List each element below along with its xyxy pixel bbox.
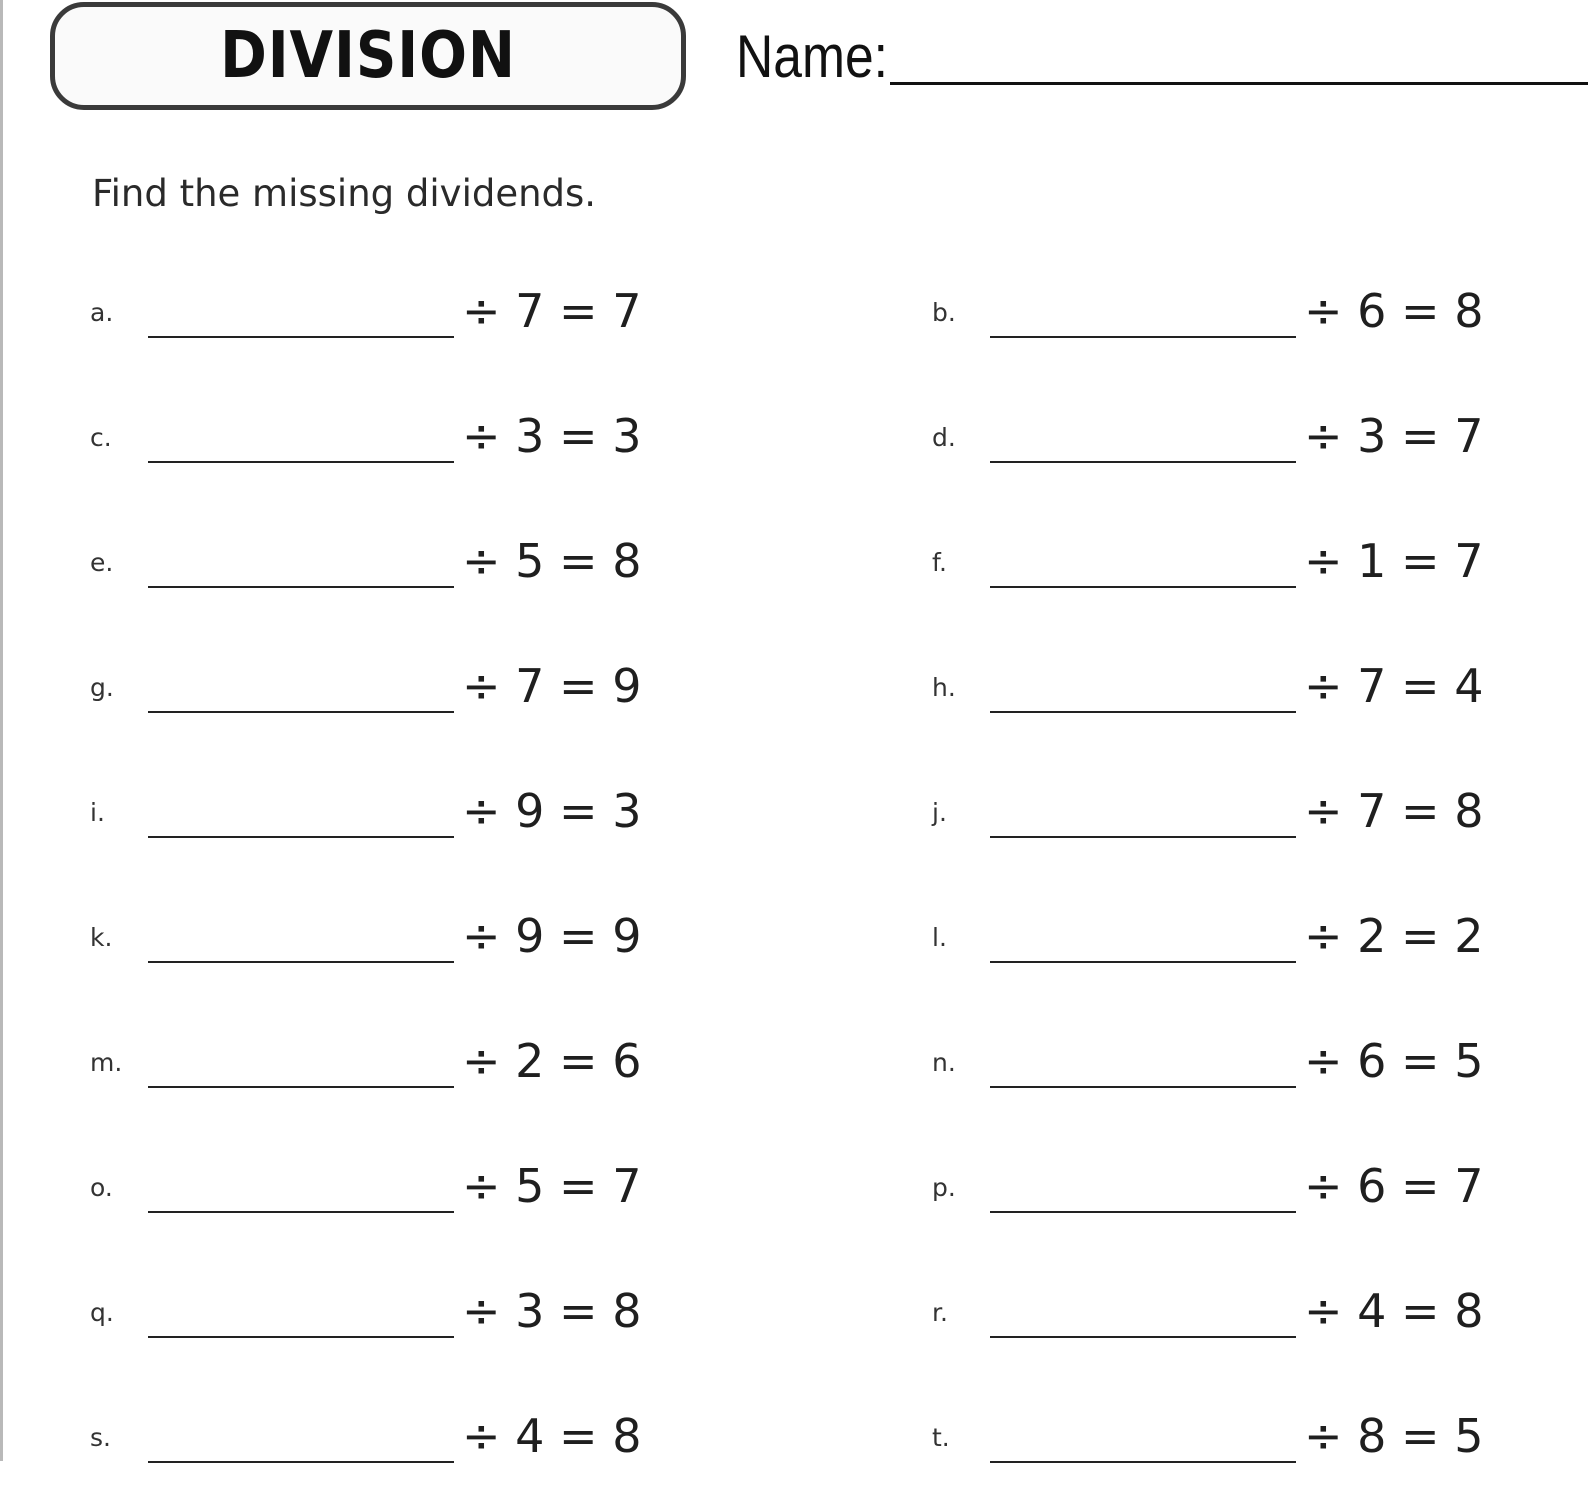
problem-equation: ÷ 7 = 9: [462, 659, 642, 713]
answer-blank[interactable]: [148, 461, 454, 463]
answer-blank[interactable]: [990, 336, 1296, 338]
answer-blank[interactable]: [990, 836, 1296, 838]
problem-letter: o.: [90, 1173, 113, 1202]
answer-blank[interactable]: [990, 1461, 1296, 1463]
answer-blank[interactable]: [148, 336, 454, 338]
answer-blank[interactable]: [148, 1461, 454, 1463]
problem-equation: ÷ 6 = 5: [1304, 1034, 1484, 1088]
problem-equation: ÷ 5 = 8: [462, 534, 642, 588]
name-label: Name:: [736, 23, 888, 90]
problem-letter: k.: [90, 923, 113, 952]
answer-blank[interactable]: [148, 961, 454, 963]
problem-equation: ÷ 2 = 2: [1304, 909, 1484, 963]
problem-letter: r.: [932, 1298, 948, 1327]
problem-equation: ÷ 2 = 6: [462, 1034, 642, 1088]
problem-letter: p.: [932, 1173, 956, 1202]
problem-letter: g.: [90, 673, 114, 702]
problem-equation: ÷ 4 = 8: [1304, 1284, 1484, 1338]
problem-letter: d.: [932, 423, 956, 452]
problem-letter: s.: [90, 1423, 111, 1452]
problem-letter: c.: [90, 423, 112, 452]
answer-blank[interactable]: [148, 1211, 454, 1213]
answer-blank[interactable]: [148, 1336, 454, 1338]
problem-equation: ÷ 7 = 7: [462, 284, 642, 338]
answer-blank[interactable]: [148, 711, 454, 713]
problem-letter: b.: [932, 298, 956, 327]
problem-equation: ÷ 3 = 7: [1304, 409, 1484, 463]
problem-letter: a.: [90, 298, 114, 327]
instructions: Find the missing dividends.: [92, 172, 597, 215]
name-field[interactable]: [890, 82, 1588, 85]
problem-letter: q.: [90, 1298, 114, 1327]
problem-equation: ÷ 4 = 8: [462, 1409, 642, 1463]
answer-blank[interactable]: [990, 711, 1296, 713]
problem-letter: h.: [932, 673, 956, 702]
worksheet-title: DIVISION: [220, 19, 516, 93]
page-edge: [0, 0, 3, 1461]
answer-blank[interactable]: [990, 1211, 1296, 1213]
problem-equation: ÷ 9 = 3: [462, 784, 642, 838]
answer-blank[interactable]: [990, 961, 1296, 963]
title-box: [50, 2, 686, 110]
answer-blank[interactable]: [990, 1086, 1296, 1088]
problem-letter: l.: [932, 923, 947, 952]
answer-blank[interactable]: [148, 1086, 454, 1088]
answer-blank[interactable]: [990, 1336, 1296, 1338]
problem-letter: j.: [932, 798, 947, 827]
problem-equation: ÷ 6 = 7: [1304, 1159, 1484, 1213]
answer-blank[interactable]: [148, 836, 454, 838]
problem-equation: ÷ 6 = 8: [1304, 284, 1484, 338]
problem-equation: ÷ 7 = 4: [1304, 659, 1484, 713]
problem-letter: n.: [932, 1048, 956, 1077]
problem-equation: ÷ 9 = 9: [462, 909, 642, 963]
problem-letter: f.: [932, 548, 947, 577]
answer-blank[interactable]: [148, 586, 454, 588]
answer-blank[interactable]: [990, 461, 1296, 463]
problem-equation: ÷ 5 = 7: [462, 1159, 642, 1213]
problem-equation: ÷ 3 = 3: [462, 409, 642, 463]
problem-letter: m.: [90, 1048, 123, 1077]
problem-letter: i.: [90, 798, 105, 827]
problem-equation: ÷ 3 = 8: [462, 1284, 642, 1338]
problem-equation: ÷ 1 = 7: [1304, 534, 1484, 588]
problem-letter: e.: [90, 548, 114, 577]
problem-equation: ÷ 8 = 5: [1304, 1409, 1484, 1463]
problem-letter: t.: [932, 1423, 950, 1452]
answer-blank[interactable]: [990, 586, 1296, 588]
problem-equation: ÷ 7 = 8: [1304, 784, 1484, 838]
